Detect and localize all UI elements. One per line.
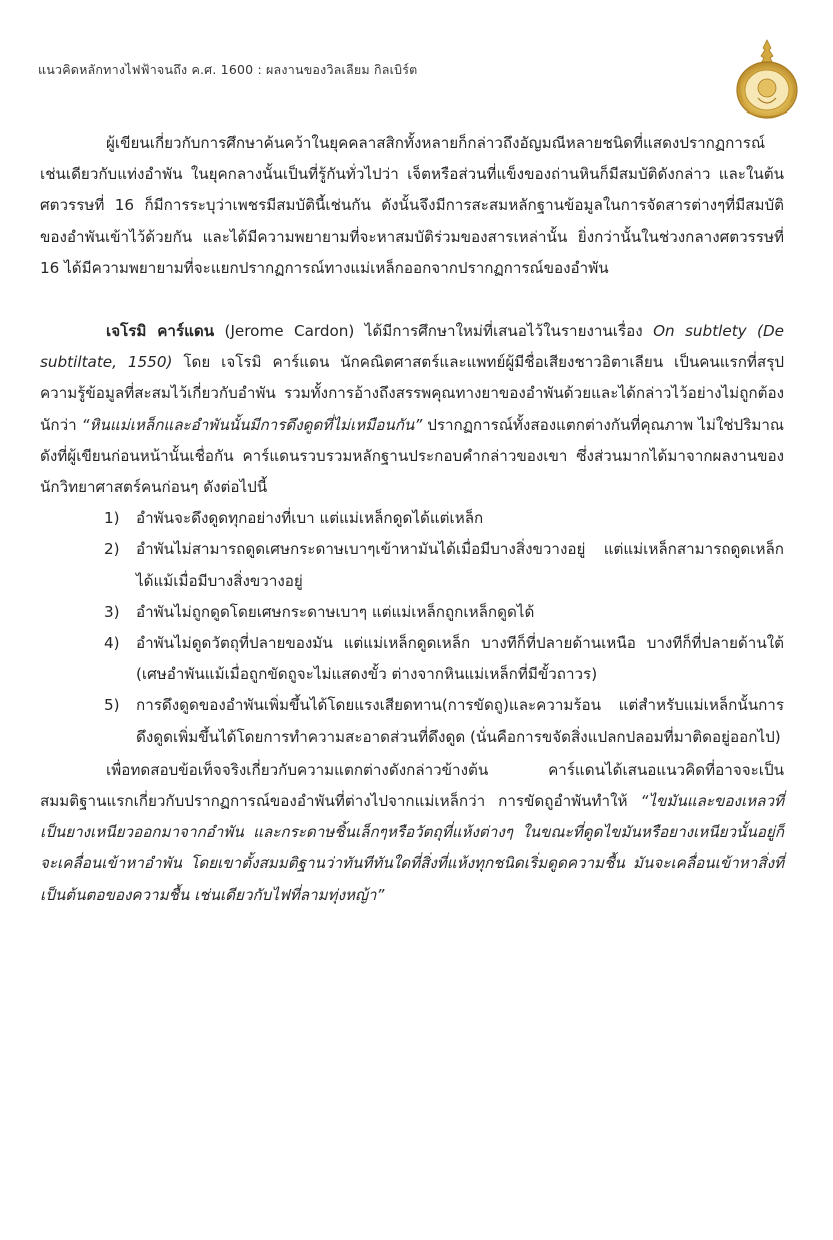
- paragraph-1: ผู้เขียนเกี่ยวกับการศึกษาค้นคว้าในยุคคลาสสิกทั้งหลายก็กล่าวถึงอัญมณีหลายชนิดที่แสดงปรากฏการณ์เช่นเดียวกับแท่งอำพัน ในยุคกลางนั้นเป็นที่รู้กันทั่วไปว่า เจ็ตหรือส่วนที่แข็งของถ่านหินก็มีสมบัติดังกล่าว และในต้นศตวรรษที่ 16 ก็มีการระบุว่าเพชรมีสมบัตินี้เช่นกัน ดังนั้นจึงมีการสะสมหลักฐานข้อมูลในการจัดสารต่างๆที่มีสมบัติของอำพันเข้าไว้ด้วยกัน และได้มีความพยายามที่จะหาสมบัติร่วมของสารเหล่านั้น ยิ่งกว่านั้นในช่วงกลางศตวรรษที่ 16 ได้มีความพยายามที่จะแยกปรากฏการณ์ทางแม่เหล็กออกจากปรากฏการณ์ของอำพัน: [40, 134, 784, 277]
- list-item: [40, 690, 784, 752]
- list-item-text: อำพันไม่ดูดวัตถุที่ปลายของมัน แต่แม่เหล็กดูดเหล็ก บางทีก็ที่ปลายด้านเหนือ บางทีก็ที่ปลายด้านใต้ (เศษอำพันแม้เมื่อถูกขัดถูจะไม่แสดงขั้ว ต่างจากหินแม่เหล็กที่มีขั้วถาวร): [136, 634, 784, 684]
- hypothesis-quote: “ไขมันและของเหลวที่เป็นยางเหนียวออกมาจากอำพัน และกระดาษชิ้นเล็กๆหรือวัตถุที่แห้งต่างๆ ในขณะที่ดูดไขมันหรือยางเหนียวนั้นอยู่ก็จะเคลื่อนเข้าหาอำพัน โดยเขาตั้งสมมติฐานว่าทันทีทันใดที่สิ่งที่แห้งทุกชนิดเริ่มดูดความชื้น มันจะเคลื่อนเข้าหาสิ่งที่เป็นต้นตอของความชื้น เช่นเดียวกับไฟที่ลามทุ่งหญ้า”: [40, 792, 784, 904]
- body-text: [40, 128, 784, 911]
- list-item: [40, 597, 784, 628]
- paragraph-2-text-c: ปรากฏการณ์ทั้งสองแตกต่างกันที่คุณภาพ ไม่ใช่ปริมาณดังที่ผู้เขียนก่อนหน้านั้นเชื่อกัน คาร์แดนรวบรวมหลักฐานประกอบคำกล่าวของเขา ซึ่งส่วนมากได้มาจากผลงานของนักวิทยาศาสตร์คนก่อนๆ ดังต่อไปนี้: [40, 415, 784, 497]
- list-item: [40, 628, 784, 690]
- list-item-number: 3): [104, 602, 120, 621]
- list-item-text: การดึงดูดของอำพันเพิ่มขึ้นได้โดยแรงเสียดทาน(การขัดถู)และความร้อน แต่สำหรับแม่เหล็กนั้นการดึงดูดเพิ่มขึ้นได้โดยการทำความสะอาดส่วนที่ดึงดูด (นั่นคือการขจัดสิ่งแปลกปลอมที่มาติดอยู่ออกไป): [136, 696, 784, 746]
- paragraph-3-text: เพื่อทดสอบข้อเท็จจริงเกี่ยวกับความแตกต่างดังกล่าวข้างต้น คาร์แดนได้เสนอแนวคิดที่อาจจะเป็นสมมติฐานแรกเกี่ยวกับปรากฏการณ์ของอำพันที่ต่างไปจากแม่เหล็กว่า การขัดถูอำพันทำให้: [40, 760, 784, 811]
- criteria-list: [40, 503, 784, 753]
- list-item: [40, 503, 784, 534]
- paragraph-2-text-a: ได้มีการศึกษาใหม่ที่เสนอไว้ในรายงานเรื่อง: [364, 322, 654, 341]
- running-header: แนวคิดหลักทางไฟฟ้าจนถึง ค.ศ. 1600 : ผลงานของวิลเลียม กิลเบิร์ต: [38, 62, 418, 77]
- list-item-number: 4): [104, 634, 120, 653]
- list-item-number: 5): [104, 696, 120, 715]
- school-seal-icon: [733, 38, 801, 120]
- list-item-number: 1): [104, 509, 120, 528]
- list-item-text: อำพันจะดึงดูดทุกอย่างที่เบา แต่แม่เหล็กดูดได้แต่เหล็ก: [136, 509, 484, 528]
- list-item-text: อำพันไม่สามารถดูดเศษกระดาษเบาๆเข้าหามันได้เมื่อมีบางสิ่งขวางอยู่ แต่แม่เหล็กสามารถดูดเหล็กได้แม้เมื่อมีบางสิ่งขวางอยู่: [136, 540, 784, 590]
- paragraph-2: [40, 316, 784, 503]
- list-item-number: 2): [104, 540, 120, 559]
- paragraph-2-text-b: โดย เจโรมิ คาร์แดน นักคณิตศาสตร์และแพทย์ผู้มีชื่อเสียงชาวอิตาเลียน เป็นคนแรกที่สรุปความรู้ข้อมูลที่สะสมไว้เกี่ยวกับอำพัน รวมทั้งการอ้างถึงสรรพคุณทางยาของอำพันด้วยและได้กล่าวไว้อย่างไม่ถูกต้องนักว่า: [40, 353, 784, 434]
- cardan-latin-name: (Jerome Cardon): [214, 322, 365, 341]
- list-item-text: อำพันไม่ถูกดูดโดยเศษกระดาษเบาๆ แต่แม่เหล็กถูกเหล็กดูดได้: [136, 602, 535, 621]
- work-title: On subtlety (De subtiltate, 1550): [40, 322, 784, 372]
- paragraph-3: [40, 755, 784, 911]
- cardan-name: เจโรมิ คาร์แดน: [106, 322, 215, 341]
- list-item: [40, 534, 784, 596]
- cardan-quote: “หินแม่เหล็กและอำพันนั้นมีการดึงดูดที่ไม่เหมือนกัน”: [81, 415, 423, 434]
